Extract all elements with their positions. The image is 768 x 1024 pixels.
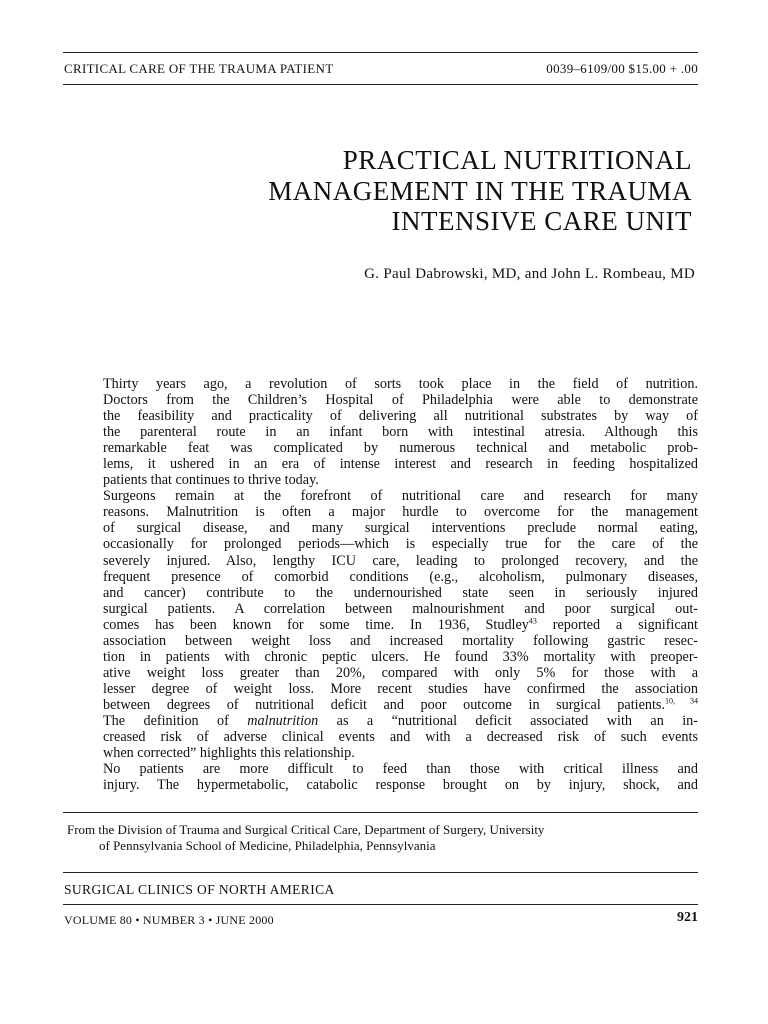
- text-line: No patients are more difficult to feed than those with critical illness and: [103, 761, 698, 778]
- text-line: Thirty years ago, a revolution of sorts took place in the field of nutrition.: [103, 376, 698, 392]
- text-line: lems, it ushered in an era of intense interest and research in feeding hospitalized: [103, 456, 698, 473]
- citation-superscript: 43: [528, 615, 537, 625]
- citation-superscript: 10, 34: [665, 696, 699, 706]
- text-line: remarkable feat was complicated by numerous technical and metabolic prob-: [103, 440, 698, 457]
- text-line: and cancer) contribute to the undernourished state seen in seriously injured: [103, 584, 698, 601]
- text-line: patients that continues to thrive today.: [103, 472, 319, 489]
- running-head-series: CRITICAL CARE OF THE TRAUMA PATIENT: [64, 61, 334, 76]
- running-head-code: 0039–6109/00 $15.00 + .00: [546, 61, 698, 76]
- text-fragment: as a “nutritional deficit associated with an in-: [318, 712, 698, 729]
- text-fragment: between degrees of nutritional deficit and poor outcome in surgical patients.: [103, 696, 665, 713]
- text-line: occasionally for prolonged periods—which is especially true for the care of the: [103, 536, 698, 553]
- text-line: when corrected” highlights this relationship.: [103, 745, 355, 762]
- text-fragment: comes has been known for some time. In 1936, Studley: [103, 616, 529, 633]
- title-line: INTENSIVE CARE UNIT: [391, 206, 692, 236]
- affiliation-footnote: [67, 822, 700, 854]
- article-title: [100, 145, 692, 237]
- article-body: [67, 376, 698, 793]
- journal-name: SURGICAL CLINICS OF NORTH AMERICA: [64, 882, 335, 897]
- text-line: [67, 617, 698, 633]
- header-rule: [63, 84, 698, 85]
- text-fragment: The definition of: [103, 712, 248, 729]
- text-line: reasons. Malnutrition is often a major hurdle to overcome for the management: [103, 504, 698, 521]
- footnote-rule: [63, 812, 698, 813]
- text-line: Doctors from the Children’s Hospital of Philadelphia were able to demonstrate: [103, 392, 698, 409]
- text-line: frequent presence of comorbid conditions (e.g., alcoholism, pulmonary diseases,: [103, 568, 698, 585]
- text-line: Surgeons remain at the forefront of nutritional care and research for many: [103, 488, 698, 505]
- text-line: [67, 713, 698, 729]
- top-rule: [63, 52, 698, 53]
- footnote-line: From the Division of Trauma and Surgical Critical Care, Department of Surgery, University: [67, 822, 545, 837]
- title-line: MANAGEMENT IN THE TRAUMA: [268, 175, 692, 206]
- title-line: PRACTICAL NUTRITIONAL: [342, 145, 692, 175]
- text-line: [67, 697, 698, 713]
- body-paragraph: [67, 376, 698, 488]
- emphasized-term: malnutrition: [247, 712, 319, 729]
- text-line: lesser degree of weight loss. More recent studies have confirmed the association: [103, 680, 698, 697]
- text-line: of surgical disease, and many surgical interventions preclude normal eating,: [103, 520, 698, 537]
- footnote-line: of Pennsylvania School of Medicine, Philadelphia, Pennsylvania: [99, 838, 436, 853]
- text-line: the feasibility and practicality of delivering all nutritional substrates by way of: [103, 408, 698, 425]
- text-line: the parenteral route in an infant born with intestinal atresia. Although this: [103, 424, 698, 441]
- text-line: association between weight loss and increased mortality following gastric resec-: [103, 632, 698, 649]
- footer-rule-bottom: [63, 904, 698, 905]
- body-paragraph: [67, 761, 698, 793]
- text-line: creased risk of adverse clinical events and with a decreased risk of such events: [103, 729, 698, 746]
- issue-info: VOLUME 80 • NUMBER 3 • JUNE 2000: [64, 913, 274, 927]
- footer-rule-top: [63, 872, 698, 873]
- text-line: ative weight loss greater than 20%, compared with only 5% for those with a: [103, 664, 698, 681]
- text-line: tion in patients with chronic peptic ulcers. He found 33% mortality with preoper-: [103, 648, 698, 665]
- page-number: 921: [677, 910, 698, 925]
- article-authors: G. Paul Dabrowski, MD, and John L. Rombeau, MD: [364, 266, 695, 282]
- text-line: surgical patients. A correlation between malnourishment and poor surgical out-: [103, 600, 698, 617]
- text-fragment: reported a significant: [536, 616, 699, 633]
- body-paragraph: [67, 488, 698, 761]
- text-line: severely injured. Also, lengthy ICU care, leading to prolonged recovery, and the: [103, 552, 698, 569]
- text-line: injury. The hypermetabolic, catabolic response brought on by injury, shock, and: [103, 777, 698, 794]
